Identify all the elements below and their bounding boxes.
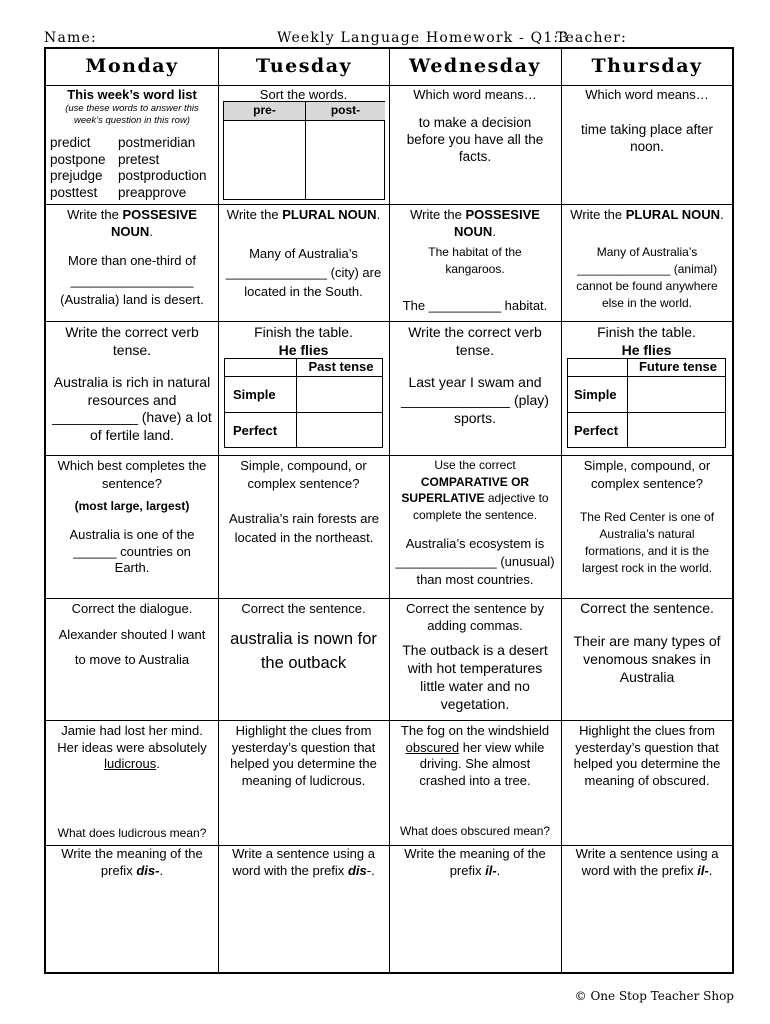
tense-row-perfect: Perfect	[233, 423, 278, 438]
tense-table-future	[567, 358, 726, 448]
wed-r2-instruction: Write the POSSESIVE NOUN.	[410, 207, 540, 239]
word: prejudge	[50, 168, 103, 183]
teacher-label: Teacher:	[556, 30, 628, 46]
word-list-cell	[50, 86, 214, 201]
tue-r5-sentence: australia is nown for the outback	[230, 630, 377, 672]
thu-r4-prompt: Simple, compound, or complex sentence?	[583, 458, 711, 491]
word: postproduction	[118, 168, 207, 183]
wed-r4-instruction: Use the correct COMPARATIVE OR SUPERLATIVE adjective to complete the sentence.	[401, 458, 549, 522]
word: posttest	[50, 184, 98, 200]
homework-table	[44, 47, 734, 974]
mon-r2-sentence: More than one-third of _________________ (Australia) land is desert.	[60, 253, 204, 307]
tue-r7-text: Write a sentence using a word with the prefix dis-.	[232, 846, 375, 878]
day-tuesday: Tuesday	[255, 55, 353, 77]
word: postpone	[50, 151, 106, 167]
word: pretest	[118, 151, 160, 167]
wed-r5-sentence: The outback is a desert with hot temperatures little water and no vegetation.	[402, 642, 548, 712]
sort-table	[223, 101, 385, 200]
wed-r5-prompt: Correct the sentence by adding commas.	[405, 601, 545, 633]
tue-r2-sentence: Many of Australia’s ______________ (city) are located in the South.	[225, 246, 382, 299]
tense-col-future: Future tense	[627, 359, 728, 376]
wed-r4-sentence: Australia’s ecosystem is ______________ (unusual) than most countries.	[395, 536, 555, 587]
mon-r7-text: Write the meaning of the prefix dis-.	[61, 846, 203, 878]
name-label: Name:	[44, 30, 97, 46]
mon-r6-question: What does ludicrous mean?	[57, 826, 207, 840]
word-list	[50, 135, 214, 201]
tense-row-perfect: Perfect	[574, 423, 619, 438]
thu-r7-text: Write a sentence using a word with the prefix il-.	[575, 846, 719, 878]
wed-r6-sentence: The fog on the windshield obscured her view while driving. She almost crashed into a tree.	[400, 723, 550, 788]
wed-r6-question: What does obscured mean?	[399, 824, 551, 838]
thu-r1-clue: time taking place after noon.	[580, 122, 714, 154]
tense-row-simple: Simple	[574, 387, 617, 402]
thu-r3-prompt: Finish the table. He flies	[597, 324, 696, 358]
wed-r7-text: Write the meaning of the prefix il-.	[404, 846, 546, 878]
thu-r2-sentence: Many of Australia’s ______________ (animal) cannot be found anywhere else in the world.	[576, 245, 718, 310]
tense-col-past: Past tense	[296, 359, 385, 376]
thu-r5-prompt: Correct the sentence.	[580, 600, 714, 616]
sort-col-post: post-	[306, 102, 385, 120]
thu-r1-prompt: Which word means…	[585, 87, 709, 102]
tue-r5-prompt: Correct the sentence.	[241, 601, 366, 616]
word: postmeridian	[118, 135, 196, 150]
tue-r4-sentence: Australia’s rain forests are located in the northeast.	[228, 511, 380, 545]
mon-r4-options: (most large, largest)	[74, 499, 190, 513]
sort-prompt: Sort the words.	[259, 87, 348, 102]
mon-r6-sentence: Jamie had lost her mind. Her ideas were absolutely ludicrous.	[57, 723, 207, 771]
thu-r5-sentence: Their are many types of venomous snakes in Australia	[573, 633, 721, 685]
word-list-note: (use these words to answer this week’s question in this row)	[65, 103, 199, 126]
mon-r5-line2: to move to Australia	[74, 652, 190, 667]
word: preapprove	[118, 184, 187, 200]
mon-r4-prompt: Which best completes the sentence?	[57, 458, 207, 491]
thu-r2-instruction: Write the PLURAL NOUN.	[570, 207, 724, 222]
sort-col-pre: pre-	[224, 102, 305, 120]
mon-r4-sentence: Australia is one of the ______ countries on Earth.	[69, 527, 195, 575]
word: predict	[50, 135, 91, 150]
mon-r3-sentence: Australia is rich in natural resources and ___________ (have) a lot of fertile land.	[52, 374, 212, 443]
tue-r3-prompt: Finish the table. He flies	[254, 324, 353, 358]
mon-r2-instruction: Write the POSSESIVE NOUN.	[67, 207, 197, 239]
mon-r3-prompt: Write the correct verb tense.	[65, 324, 199, 358]
copyright-footer: © One Stop Teacher Shop	[574, 989, 734, 1003]
wed-r2-blank: The __________ habitat.	[402, 298, 548, 313]
wed-r3-sentence: Last year I swam and ______________ (play) sports.	[401, 374, 549, 426]
day-monday: Monday	[85, 55, 179, 77]
tue-r6-text: Highlight the clues from yesterday’s question that helped you determine the meaning of ludicrous.	[230, 723, 377, 788]
mon-r5-prompt: Correct the dialogue.	[71, 601, 193, 616]
wed-r1-clue: to make a decision before you have all the facts.	[406, 115, 544, 164]
wed-r3-prompt: Write the correct verb tense.	[408, 324, 542, 358]
wed-r1-prompt: Which word means…	[413, 87, 537, 102]
mon-r5-line1: Alexander shouted I want	[58, 627, 206, 642]
thu-r4-sentence: The Red Center is one of Australia’s natural formations, and it is the largest rock in the world.	[579, 510, 715, 575]
day-thursday: Thursday	[591, 55, 703, 77]
tense-table-past	[224, 358, 383, 448]
tense-row-simple: Simple	[233, 387, 276, 402]
tue-r2-instruction: Write the PLURAL NOUN.	[226, 207, 381, 222]
tue-r4-prompt: Simple, compound, or complex sentence?	[240, 458, 367, 491]
word-list-heading: This week’s word list	[67, 87, 197, 102]
day-wednesday: Wednesday	[409, 55, 541, 77]
wed-r2-sentence: The habitat of the kangaroos.	[428, 245, 522, 276]
thu-r6-text: Highlight the clues from yesterday’s question that helped you determine the meaning of obscured.	[573, 723, 721, 788]
page-title: Weekly Language Homework - Q1:3	[277, 30, 570, 46]
